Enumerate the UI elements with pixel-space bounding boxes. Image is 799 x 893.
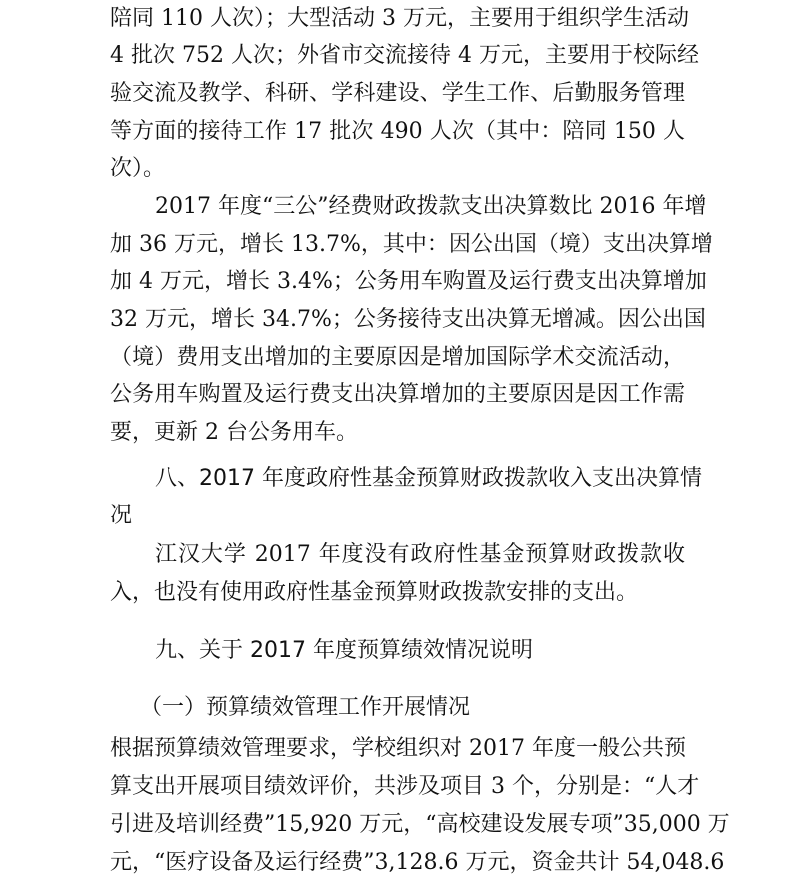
section-heading: 况 xyxy=(110,503,133,528)
paragraph-line: 引进及培训经费”15,920 万元，“高校建设发展专项”35,000 万 xyxy=(110,812,730,837)
paragraph-line: 2017 年度“三公”经费财政拨款支出决算数比 2016 年增 xyxy=(155,194,707,219)
paragraph-line: 江汉大学 2017 年度没有政府性基金预算财政拨款收 xyxy=(155,542,685,567)
paragraph-line: （境）费用支出增加的主要原因是增加国际学术交流活动， xyxy=(110,345,685,370)
paragraph-line: 加 4 万元，增长 3.4%；公务用车购置及运行费支出决算增加 xyxy=(110,269,707,294)
paragraph-line: 32 万元，增长 34.7%；公务接待支出决算无增减。因公出国 xyxy=(110,307,706,332)
subsection-heading: （一）预算绩效管理工作开展情况 xyxy=(140,695,471,720)
paragraph-line: 加 36 万元，增长 13.7%，其中：因公出国（境）支出决算增 xyxy=(110,232,713,257)
paragraph-line: 验交流及教学、科研、学科建设、学生工作、后勤服务管理 xyxy=(110,81,685,106)
paragraph-line: 等方面的接待工作 17 批次 490 人次（其中：陪同 150 人 xyxy=(110,119,685,144)
paragraph-line: 次）。 xyxy=(110,156,166,181)
paragraph-line: 要，更新 2 台公务用车。 xyxy=(110,420,358,445)
paragraph-line: 元，“医疗设备及运行经费”3,128.6 万元，资金共计 54,048.6 xyxy=(110,850,725,875)
paragraph-line: 4 批次 752 人次；外省市交流接待 4 万元，主要用于校际经 xyxy=(110,43,699,68)
paragraph-line: 公务用车购置及运行费支出决算增加的主要原因是因工作需 xyxy=(110,382,685,407)
paragraph-line: 算支出开展项目绩效评价，共涉及项目 3 个，分别是：“人才 xyxy=(110,774,700,799)
paragraph-line: 根据预算绩效管理要求，学校组织对 2017 年度一般公共预 xyxy=(110,736,686,761)
section-heading: 九、关于 2017 年度预算绩效情况说明 xyxy=(155,638,533,663)
paragraph-line: 陪同 110 人次）；大型活动 3 万元，主要用于组织学生活动 xyxy=(110,6,689,31)
paragraph-line: 入，也没有使用政府性基金预算财政拨款安排的支出。 xyxy=(110,580,639,605)
section-heading: 八、2017 年度政府性基金预算财政拨款收入支出决算情 xyxy=(155,466,702,491)
